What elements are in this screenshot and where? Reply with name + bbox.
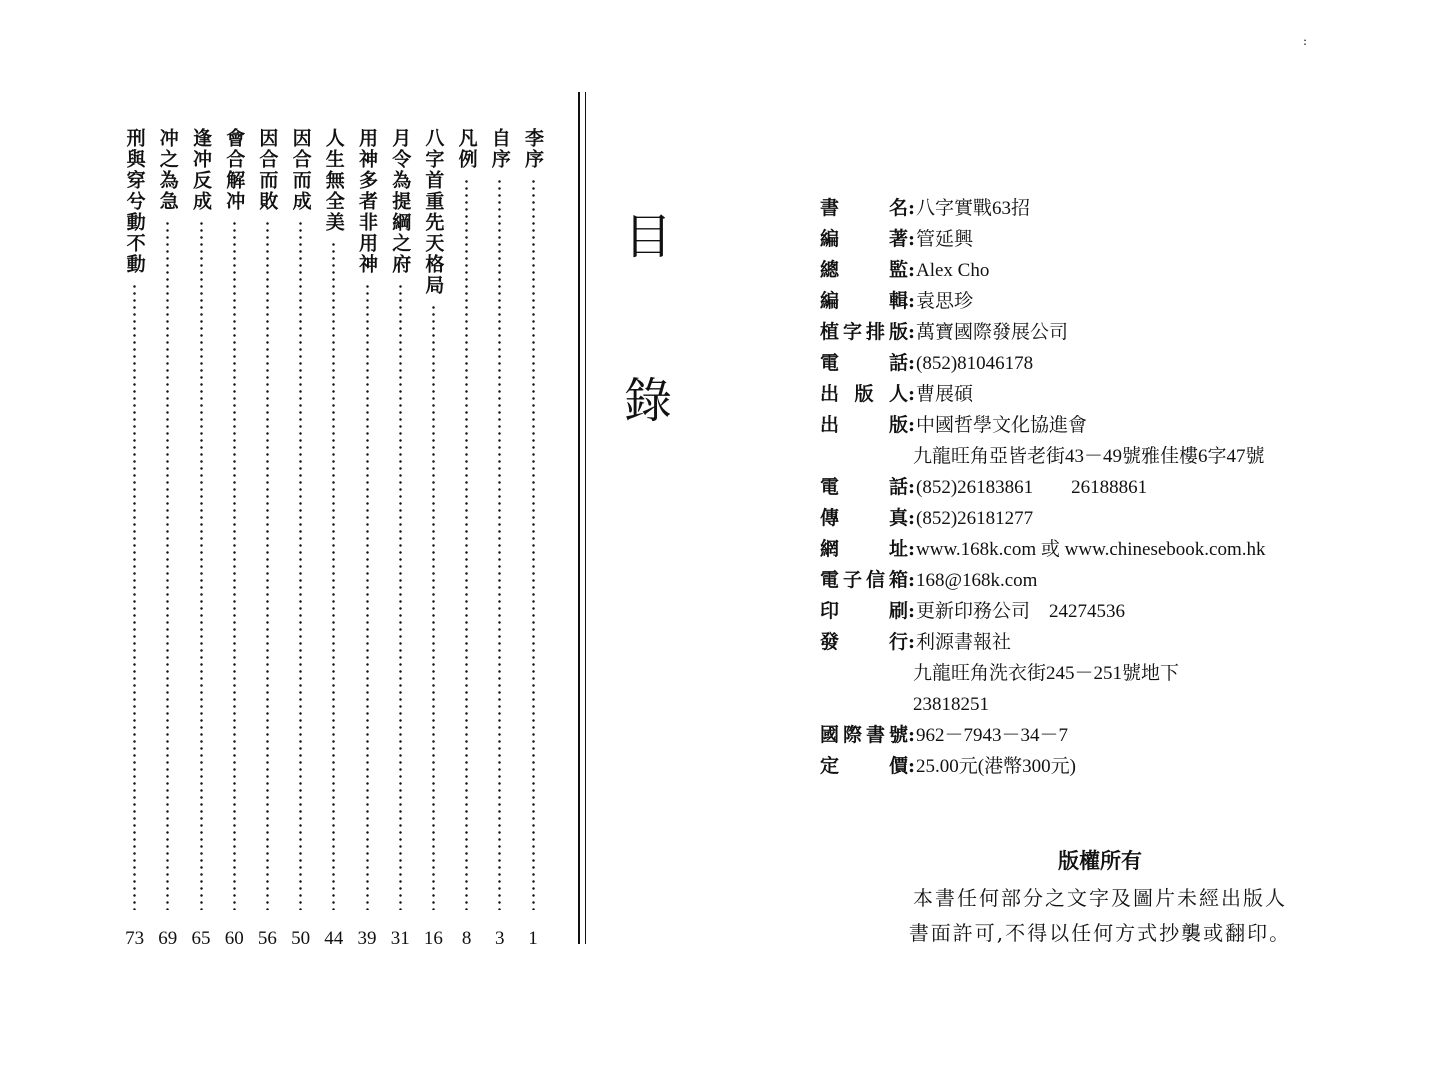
toc-entry [286, 128, 316, 949]
toc-entry [385, 128, 415, 949]
toc-entry-page: 31 [390, 928, 410, 949]
toc-entry-page: 3 [495, 928, 505, 949]
info-row [820, 255, 1380, 286]
toc-entry-page: 69 [158, 928, 178, 949]
info-colon: : [908, 600, 916, 622]
info-value: 更新印務公司 24274536 [916, 601, 1126, 622]
info-label: 編輯 [820, 290, 908, 312]
info-colon: : [908, 321, 916, 343]
info-row [820, 689, 1380, 720]
info-colon: : [908, 569, 916, 591]
info-colon: : [908, 259, 916, 281]
info-value: 中國哲學文化協進會 [916, 415, 1088, 436]
info-value: (852)26183861 26188861 [916, 477, 1148, 498]
info-row [820, 751, 1380, 782]
toc-entry-page: 65 [191, 928, 211, 949]
toc-entry [252, 128, 282, 949]
toc-entry [452, 128, 482, 949]
toc-entry-page: 8 [461, 928, 472, 949]
corner-mark: : [1303, 34, 1308, 48]
info-value: 萬寶國際發展公司 [916, 322, 1069, 343]
toc-entry-title: 凡例 [455, 128, 478, 170]
toc-entry [418, 128, 448, 949]
toc-entry [485, 128, 515, 949]
toc-entry-page: 50 [291, 928, 311, 949]
toc-entry-page: 16 [423, 928, 443, 949]
copyright-title: 版權所有 [1058, 848, 1142, 873]
toc-dot-leader [532, 178, 535, 910]
toc-entry-title: 因合而敗 [256, 128, 279, 212]
toc-entry-page: 60 [224, 928, 244, 949]
info-row [820, 410, 1380, 441]
toc-entry-title: 用神多者非用神 [356, 128, 378, 275]
info-label: 電子信箱 [820, 569, 908, 591]
info-row [820, 565, 1380, 596]
info-label: 國際書號 [820, 724, 908, 746]
info-value: (852)26181277 [916, 508, 1034, 529]
toc-entry-page: 44 [324, 928, 344, 949]
info-value: 九龍旺角亞皆老街43－49號雅佳樓6字47號 [913, 446, 1265, 467]
info-label: 總監 [820, 259, 908, 281]
toc-entry-title: 月令為提綱之府 [389, 128, 412, 275]
toc-dot-leader [166, 220, 169, 910]
info-row [820, 658, 1380, 689]
copyright-notice-line-2: 書面許可,不得以任何方式抄襲或翻印。 [908, 921, 1292, 945]
info-value: 袁思珍 [916, 291, 974, 312]
info-row [820, 441, 1380, 472]
toc-entry [186, 128, 216, 949]
info-label: 出版人 [820, 383, 908, 405]
info-value: 962－7943－34－7 [916, 725, 1069, 746]
toc-dot-leader [498, 178, 501, 910]
info-label: 出版 [820, 414, 908, 436]
toc-dot-leader [399, 283, 402, 910]
info-value: 23818251 [913, 694, 989, 715]
toc-dot-leader [299, 220, 302, 910]
info-row [820, 627, 1380, 658]
copyright-notice-line-1: 本書任何部分之文字及圖片未經出版人 [913, 886, 1287, 910]
info-colon: : [908, 538, 916, 560]
info-row [820, 286, 1380, 317]
info-value: 168@168k.com [916, 570, 1038, 591]
info-row [820, 224, 1380, 255]
toc-entry-title: 李序 [522, 128, 544, 170]
info-row [820, 596, 1380, 627]
info-colon: : [908, 507, 916, 529]
info-row [820, 472, 1380, 503]
info-value: 八字實戰63招 [916, 198, 1031, 219]
info-value: Alex Cho [916, 260, 990, 281]
toc-entry-title: 人生無全美 [322, 128, 345, 233]
toc-dot-leader [332, 241, 335, 910]
toc-entry [219, 128, 249, 949]
toc-entry-page: 1 [528, 928, 538, 949]
info-row [820, 720, 1380, 751]
toc-entry [153, 128, 183, 949]
info-colon: : [908, 631, 916, 653]
info-colon: : [908, 414, 916, 436]
info-row [820, 348, 1380, 379]
toc-heading-char-1: 目 [624, 209, 673, 265]
toc-entry-title: 刑與穿兮動不動 [123, 128, 146, 275]
info-value: 管延興 [916, 229, 974, 250]
info-colon: : [908, 352, 916, 374]
toc-entry-title: 會合解冲 [223, 128, 246, 212]
info-label: 發行 [820, 631, 908, 653]
info-colon: : [908, 290, 916, 312]
info-value: www.168k.com 或 www.chinesebook.com.hk [916, 539, 1266, 560]
toc-dot-leader [200, 220, 203, 910]
toc-dot-leader [432, 304, 435, 910]
info-colon: : [908, 383, 916, 405]
toc-entry-title: 因合而成 [289, 128, 312, 212]
toc-entry [352, 128, 382, 949]
book-spine-divider [578, 92, 586, 944]
toc-entry-title: 冲之為急 [156, 128, 179, 212]
info-label: 電話 [820, 476, 908, 498]
toc-dot-leader [366, 283, 369, 910]
toc-dot-leader [133, 283, 136, 910]
toc-entry [319, 128, 349, 949]
info-row [820, 193, 1380, 224]
info-label: 植字排版 [820, 321, 908, 343]
info-colon: : [908, 197, 916, 219]
toc-entry-title: 自序 [488, 128, 511, 170]
info-colon: : [908, 476, 916, 498]
toc-entry-title: 逢冲反成 [190, 128, 212, 212]
info-label: 傳真 [820, 507, 908, 529]
info-colon: : [908, 228, 916, 250]
info-row [820, 379, 1380, 410]
info-row [820, 317, 1380, 348]
info-colon: : [908, 755, 916, 777]
toc-entry-title: 八字首重先天格局 [422, 128, 445, 296]
info-value: 利源書報社 [916, 632, 1012, 653]
info-row [820, 534, 1380, 565]
publication-info [820, 193, 1380, 782]
toc-entry-page: 56 [257, 928, 277, 949]
info-colon: : [908, 724, 916, 746]
info-label: 印刷 [820, 600, 908, 622]
toc-entry [120, 128, 150, 949]
info-value: 九龍旺角洗衣街245－251號地下 [913, 663, 1180, 684]
toc-entry-page: 39 [357, 928, 377, 949]
info-value: 曹展碩 [916, 384, 974, 405]
table-of-contents [118, 128, 558, 958]
info-label: 編著 [820, 228, 908, 250]
info-label: 定價 [820, 755, 908, 777]
toc-dot-leader [465, 178, 468, 910]
info-row [820, 503, 1380, 534]
toc-dot-leader [233, 220, 236, 910]
info-value: 25.00元(港幣300元) [916, 756, 1076, 777]
toc-heading-char-2: 錄 [624, 373, 673, 429]
info-label: 書名 [820, 197, 908, 219]
info-value: (852)81046178 [916, 353, 1034, 374]
toc-entry [518, 128, 548, 949]
info-label: 電話 [820, 352, 908, 374]
toc-entry-page: 73 [125, 928, 145, 949]
toc-dot-leader [266, 220, 269, 910]
info-label: 網址 [820, 538, 908, 560]
